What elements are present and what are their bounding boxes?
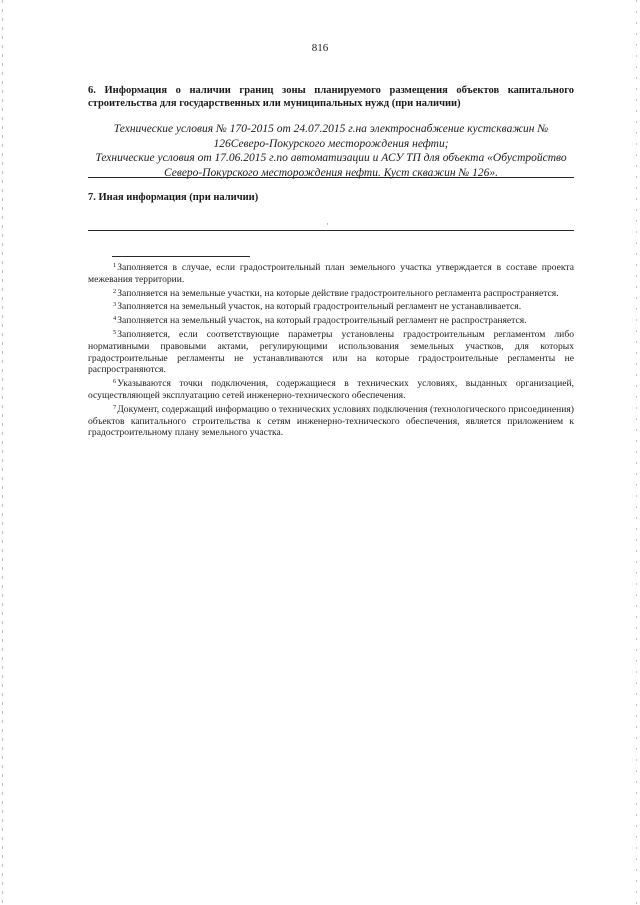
footnote: [88, 313, 574, 327]
footnote-text: Заполняется на земельные участки, на которые действие градостроительного регламента распространяется.: [117, 287, 559, 299]
footnote-text: Документ, содержащий информацию о технических условиях подключения (технологического присоединения) объектов капитального строительства к сетям инженерно-технического обеспечения, является приложением к градостроительному плану земельного участка.: [88, 403, 574, 439]
section-7-underline: [88, 230, 574, 231]
footnote: [88, 260, 574, 286]
footnote: [88, 286, 574, 300]
footnote-number: 6: [113, 378, 117, 386]
footnote: [88, 299, 574, 313]
footnote-separator: [112, 256, 250, 257]
page-number: 816: [311, 42, 329, 54]
footnote-text: Заполняется в случае, если градостроительный план земельного участка утверждается в составе проекта межевания территории.: [88, 262, 574, 285]
footnote-number: 5: [113, 328, 117, 336]
footnote-number: 2: [113, 287, 117, 295]
footnote: [88, 402, 574, 439]
footnote: [88, 376, 574, 402]
footnote-number: 3: [113, 301, 117, 309]
footnote-text: Указываются точки подключения, содержащиеся в технических условиях, выданных организацией, осуществляющей эксплуатацию сетей инженерно-технического обеспечения.: [88, 378, 574, 401]
footnote-text: Заполняется на земельный участок, на который градостроительный регламент не устанавливается.: [117, 301, 522, 313]
footnote-number: 1: [113, 262, 117, 269]
section-6-underline: [88, 177, 574, 178]
stray-mark: ·: [326, 219, 329, 229]
scan-edge-right: [636, 0, 637, 905]
footnote-number: 4: [113, 315, 117, 323]
scan-edge-left: [2, 0, 3, 905]
section-7-heading: 7. Иная информация (при наличии): [88, 192, 259, 203]
footnote: [88, 327, 574, 376]
footnote-text: Заполняется, если соответствующие параметры установлены градостроительным регламентом либо нормативными правовыми актами, регулирующими использования земельных участков, для которых градостроительные регламенты не устанавливаются или на которые градостроительные регламенты не распространяются.: [88, 328, 574, 376]
footnote-number: 7: [113, 403, 117, 411]
section-6-heading: 6. Информация о наличии границ зоны планируемого размещения объектов капитального строительства для государственных или муниципальных нужд (при наличии): [88, 85, 574, 109]
technical-condition-2: Технические условия от 17.06.2015 г.по автоматизации и АСУ ТП для объекта «Обустройство Северо-Покурского месторождения нефти. Куст скважин № 126».: [95, 152, 567, 179]
footnote-text: Заполняется на земельный участок, на который градостроительный регламент не распространяется.: [117, 315, 527, 327]
technical-condition-1: Технические условия № 170-2015 от 24.07.2015 г.на электроснабжение кустскважин № 126Северо-Покурского месторождения нефти;: [113, 123, 549, 150]
section-6-conditions: [88, 122, 574, 180]
footnotes: [88, 260, 574, 439]
